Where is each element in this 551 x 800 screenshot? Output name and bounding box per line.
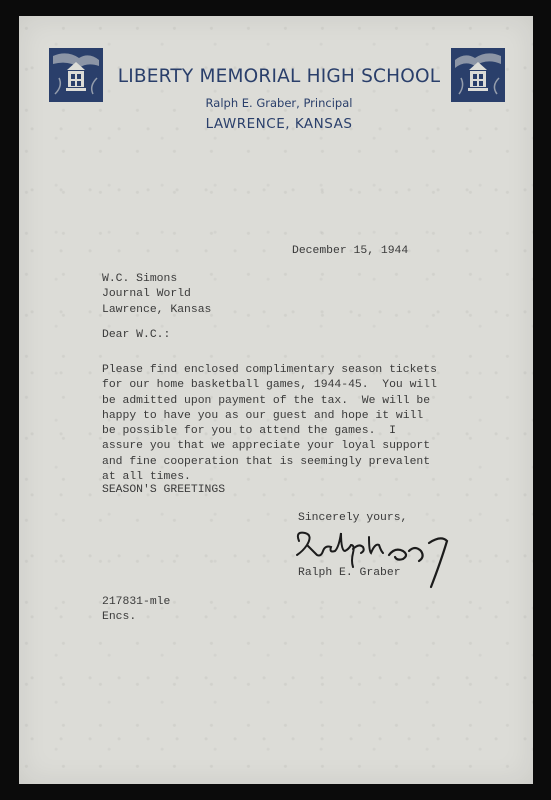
body-line: Please find enclosed complimentary season tickets	[102, 364, 437, 376]
body-line: and fine cooperation that is seemingly prevalent	[102, 455, 431, 468]
city-line: LAWRENCE, KANSAS	[205, 116, 353, 132]
letter-page	[19, 16, 533, 784]
address-line: W.C. Simons	[102, 273, 178, 285]
recipient-address	[102, 272, 211, 318]
address-line: Journal World	[102, 288, 191, 301]
lantern-crest-icon	[451, 48, 505, 102]
body-line: for our home basketball games, 1944-45. You will	[102, 379, 437, 392]
closing-line: Sincerely yours,	[298, 512, 408, 524]
signer-name: Ralph E. Graber	[298, 567, 401, 579]
letter-body	[102, 363, 437, 485]
body-line: be possible for you to attend the games. I	[102, 425, 396, 438]
principal-line: Ralph E. Graber, Principal	[205, 96, 353, 110]
body-line: assure you that we appreciate your loyal support	[102, 440, 431, 453]
enclosure-note: Encs.	[102, 611, 137, 624]
reference-initials: 217831-mle	[102, 596, 171, 608]
address-line: Lawrence, Kansas	[102, 303, 212, 316]
body-line: happy to have you as our guest and hope it will	[102, 409, 424, 422]
salutation: Dear W.C.:	[102, 329, 171, 341]
reference-block	[102, 595, 170, 626]
lantern-crest-icon	[49, 48, 103, 102]
season-greeting: SEASON'S GREETINGS	[102, 484, 226, 496]
body-line: be admitted upon payment of the tax. We will be	[102, 394, 431, 407]
letter-date: December 15, 1944	[292, 245, 409, 257]
body-line: at all times.	[102, 471, 191, 484]
school-name: LIBERTY MEMORIAL HIGH SCHOOL	[117, 66, 441, 87]
